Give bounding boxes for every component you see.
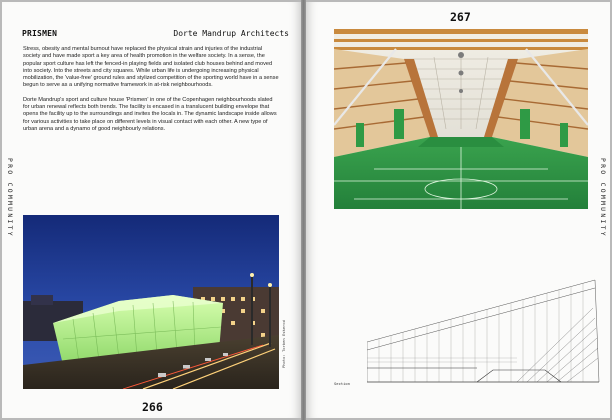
article-title: PRISMEN — [22, 29, 58, 38]
architect-name: Dorte Mandrup Architects — [173, 29, 289, 38]
drawing-caption: Section — [334, 381, 351, 386]
section-drawing — [367, 278, 601, 386]
interior-photo — [334, 29, 588, 209]
section-label-left: PRO COMMUNITY — [6, 158, 14, 238]
section-drawing-lines — [367, 278, 601, 386]
photo-credit: Photo: Torben Eskerod — [281, 320, 286, 369]
body-text — [23, 46, 279, 140]
page-number-right: 267 — [450, 10, 471, 24]
section-label-right: PRO COMMUNITY — [599, 158, 607, 238]
right-page — [306, 2, 610, 418]
left-page — [2, 2, 301, 418]
paragraph-2: Dorte Mandrup's sport and culture house 'Prismen' in one of the Copenhagen neighbourhoods slated for urban renewal reflects both trends. The facility is encased in a translucent building envelope that opens the facility up to the surroundings and invites the locals in. The dynamic landscape inside allows for various activities to take place on different levels in visual contact with each other. A new type of urban arena and a dynamo of good neighbourly relations. — [23, 96, 277, 132]
exterior-night-photo — [23, 215, 279, 389]
interior-hall-image — [334, 29, 588, 209]
exterior-night-image — [23, 215, 279, 389]
page-number-left: 266 — [142, 400, 163, 414]
paragraph-1: Stress, obesity and mental burnout have replaced the physical strain and injuries of the industrial society and have made sport a key area of health promotion in the welfare society. In a sense, the popular sport culture has left the fenced-in playing fields and isolated club houses behind and moved into society. Into the streets and city squares. While urban life is undergoing increasing physical mobilization, the 'value-free' ground rules and stylized competition of the sporting world have in a sense begun to serve as a unifying normative framework in at-risk neighbourhoods. — [23, 46, 279, 89]
